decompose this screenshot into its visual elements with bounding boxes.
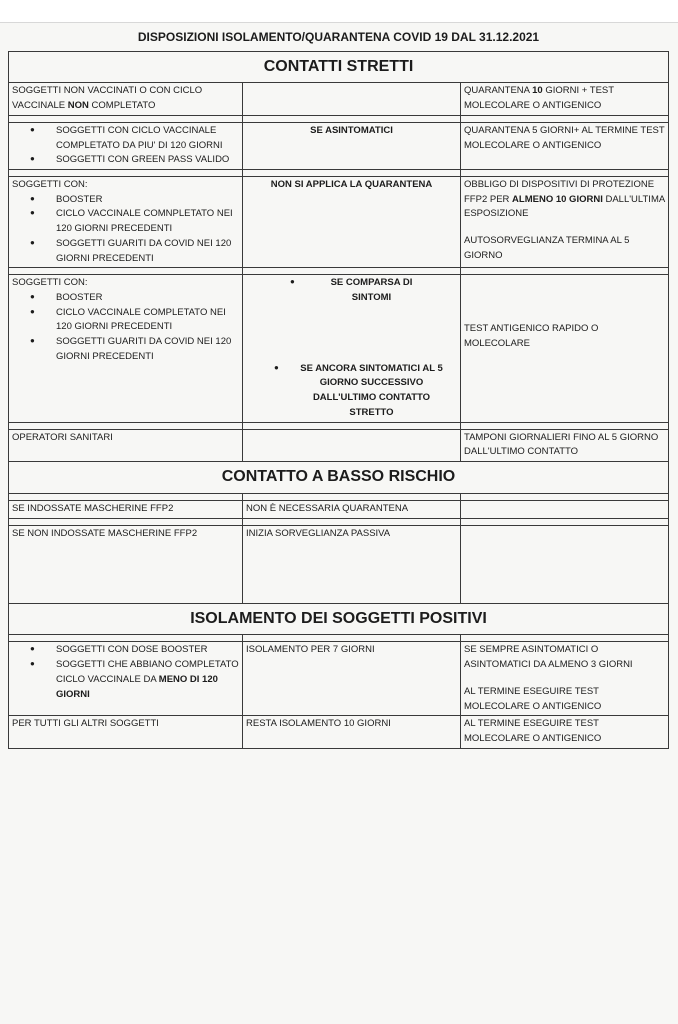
bullet-list xyxy=(246,276,457,305)
spacer-cell xyxy=(461,493,669,500)
cell-condition: RESTA ISOLAMENTO 10 GIORNI xyxy=(243,716,461,748)
cell-measure: TAMPONI GIORNALIERI FINO AL 5 GIORNO DALL'ULTIMO CONTATTO xyxy=(461,429,669,461)
cell-text: QUARANTENA xyxy=(464,85,533,97)
spacer-cell xyxy=(9,169,243,176)
table-row xyxy=(9,642,669,716)
list-item: ● SOGGETTI CON CICLO VACCINALE COMPLETATO DA PIU' DI 120 GIORNI xyxy=(56,124,239,153)
table-row xyxy=(9,275,669,422)
list-item: ● SE COMPARSA DI SINTOMI xyxy=(316,276,427,305)
spacer-cell xyxy=(461,169,669,176)
cell-subject xyxy=(9,176,243,267)
cell-condition: ISOLAMENTO PER 7 GIORNI xyxy=(243,642,461,716)
cell-subject: OPERATORI SANITARI xyxy=(9,429,243,461)
cell-paragraph: AUTOSORVEGLIANZA TERMINA AL 5 GIORNO xyxy=(464,235,630,261)
cell-intro: SOGGETTI CON: xyxy=(12,178,88,190)
cell-condition: SE ASINTOMATICI xyxy=(243,122,461,169)
list-item: ● BOOSTER xyxy=(56,193,239,208)
spacer-cell xyxy=(243,518,461,525)
bullet-list xyxy=(12,124,239,168)
spacer-cell xyxy=(243,422,461,429)
cell-paragraph: SE SEMPRE ASINTOMATICI O ASINTOMATICI DA ALMENO 3 GIORNI xyxy=(464,644,633,671)
cell-measure xyxy=(461,83,669,115)
cell-text-bold: ALMENO 10 GIORNI xyxy=(512,193,603,205)
cell-paragraph xyxy=(464,178,665,222)
spacer-cell xyxy=(243,169,461,176)
cell-text: COMPLETATO xyxy=(88,100,156,112)
cell-subject: PER TUTTI GLI ALTRI SOGGETTI xyxy=(9,716,243,748)
cell-condition: NON È NECESSARIA QUARANTENA xyxy=(243,500,461,518)
cell-measure: AL TERMINE ESEGUIRE TEST MOLECOLARE O ANTIGENICO xyxy=(461,716,669,748)
cell-subject xyxy=(9,122,243,169)
cell-measure xyxy=(461,500,669,518)
list-item xyxy=(56,658,239,702)
cell-text: OBBLIGO DI DISPOSITIVI DI PROTEZIONE FFP2 PER xyxy=(464,178,655,205)
table-row xyxy=(9,122,669,169)
section-heading-contatti-stretti: CONTATTI STRETTI xyxy=(9,51,669,83)
cell-paragraph: AL TERMINE ESEGUIRE TEST MOLECOLARE O ANTIGENICO xyxy=(464,685,602,712)
cell-subject: SE NON INDOSSATE MASCHERINE FFP2 xyxy=(9,525,243,603)
spacer-cell xyxy=(9,115,243,122)
top-bar xyxy=(0,0,678,23)
cell-text-bold: MENO DI 120 GIORNI xyxy=(56,673,218,700)
spacer-cell xyxy=(9,518,243,525)
cell-subject xyxy=(9,642,243,716)
cell-measure: QUARANTENA 5 GIORNI+ AL TERMINE TEST MOLECOLARE O ANTIGENICO xyxy=(461,122,669,169)
cell-text: GIORNI + TEST MOLECOLARE O ANTIGENICO xyxy=(464,85,614,112)
cell-condition xyxy=(243,429,461,461)
spacer-cell xyxy=(461,635,669,642)
cell-intro: SOGGETTI CON: xyxy=(12,277,88,289)
table-row xyxy=(9,176,669,267)
spacer-cell xyxy=(9,422,243,429)
document xyxy=(8,24,668,749)
cell-condition xyxy=(243,83,461,115)
cell-measure xyxy=(461,525,669,603)
disposizioni-table xyxy=(8,24,669,749)
cell-condition: NON SI APPLICA LA QUARANTENA xyxy=(243,176,461,267)
list-item: ● SOGGETTI CON GREEN PASS VALIDO xyxy=(56,153,239,168)
cell-text-bold: 10 xyxy=(532,85,543,97)
bullet-list xyxy=(246,362,457,421)
spacer-cell xyxy=(461,518,669,525)
cell-measure xyxy=(461,275,669,422)
cell-condition xyxy=(243,275,461,422)
cell-subject: SE INDOSSATE MASCHERINE FFP2 xyxy=(9,500,243,518)
cell-text: SOGGETTI NON VACCINATI O CON CICLO VACCINALE xyxy=(12,85,203,112)
cell-text: DALL'ULTIMA ESPOSIZIONE xyxy=(464,193,665,220)
spacer-cell xyxy=(243,635,461,642)
spacer-cell xyxy=(9,635,243,642)
list-item: ● SOGGETTI GUARITI DA COVID NEI 120 GIORNI PRECEDENTI xyxy=(56,237,239,266)
list-item: ● BOOSTER xyxy=(56,291,239,306)
table-row xyxy=(9,500,669,518)
cell-condition: INIZIA SORVEGLIANZA PASSIVA xyxy=(243,525,461,603)
cell-text-bold: NON xyxy=(67,100,89,112)
spacer-cell xyxy=(243,115,461,122)
list-item: ● SE ANCORA SINTOMATICI AL 5 GIORNO SUCCESSIVO DALL'ULTIMO CONTATTO STRETTO xyxy=(300,362,443,421)
cell-measure xyxy=(461,642,669,716)
spacer-cell xyxy=(9,493,243,500)
list-item: ● SOGGETTI CON DOSE BOOSTER xyxy=(56,643,239,658)
bullet-list xyxy=(12,291,239,365)
bullet-list xyxy=(12,643,239,702)
spacer-cell xyxy=(461,115,669,122)
cell-paragraph: TEST ANTIGENICO RAPIDO O MOLECOLARE xyxy=(464,323,599,350)
document-title: DISPOSIZIONI ISOLAMENTO/QUARANTENA COVID 19 DAL 31.12.2021 xyxy=(9,24,669,51)
table-row xyxy=(9,429,669,461)
spacer-cell xyxy=(9,268,243,275)
list-item: ● CICLO VACCINALE COMNPLETATO NEI 120 GIORNI PRECEDENTI xyxy=(56,207,239,236)
section-heading-basso-rischio: CONTATTO A BASSO RISCHIO xyxy=(9,462,669,494)
cell-subject xyxy=(9,83,243,115)
spacer-cell xyxy=(243,493,461,500)
spacer-cell xyxy=(461,422,669,429)
section-heading-isolamento: ISOLAMENTO DEI SOGGETTI POSITIVI xyxy=(9,603,669,635)
table-row xyxy=(9,83,669,115)
table-row xyxy=(9,716,669,748)
cell-text: SOGGETTI CHE ABBIANO COMPLETATO CICLO VACCINALE DA xyxy=(56,659,239,685)
list-item: ● SOGGETTI GUARITI DA COVID NEI 120 GIORNI PRECEDENTI xyxy=(56,335,239,364)
cell-subject xyxy=(9,275,243,422)
list-item: ● CICLO VACCINALE COMPLETATO NEI 120 GIORNI PRECEDENTI xyxy=(56,306,239,335)
spacer-cell xyxy=(461,268,669,275)
table-row xyxy=(9,525,669,603)
cell-measure xyxy=(461,176,669,267)
spacer-cell xyxy=(243,268,461,275)
bullet-list xyxy=(12,193,239,267)
